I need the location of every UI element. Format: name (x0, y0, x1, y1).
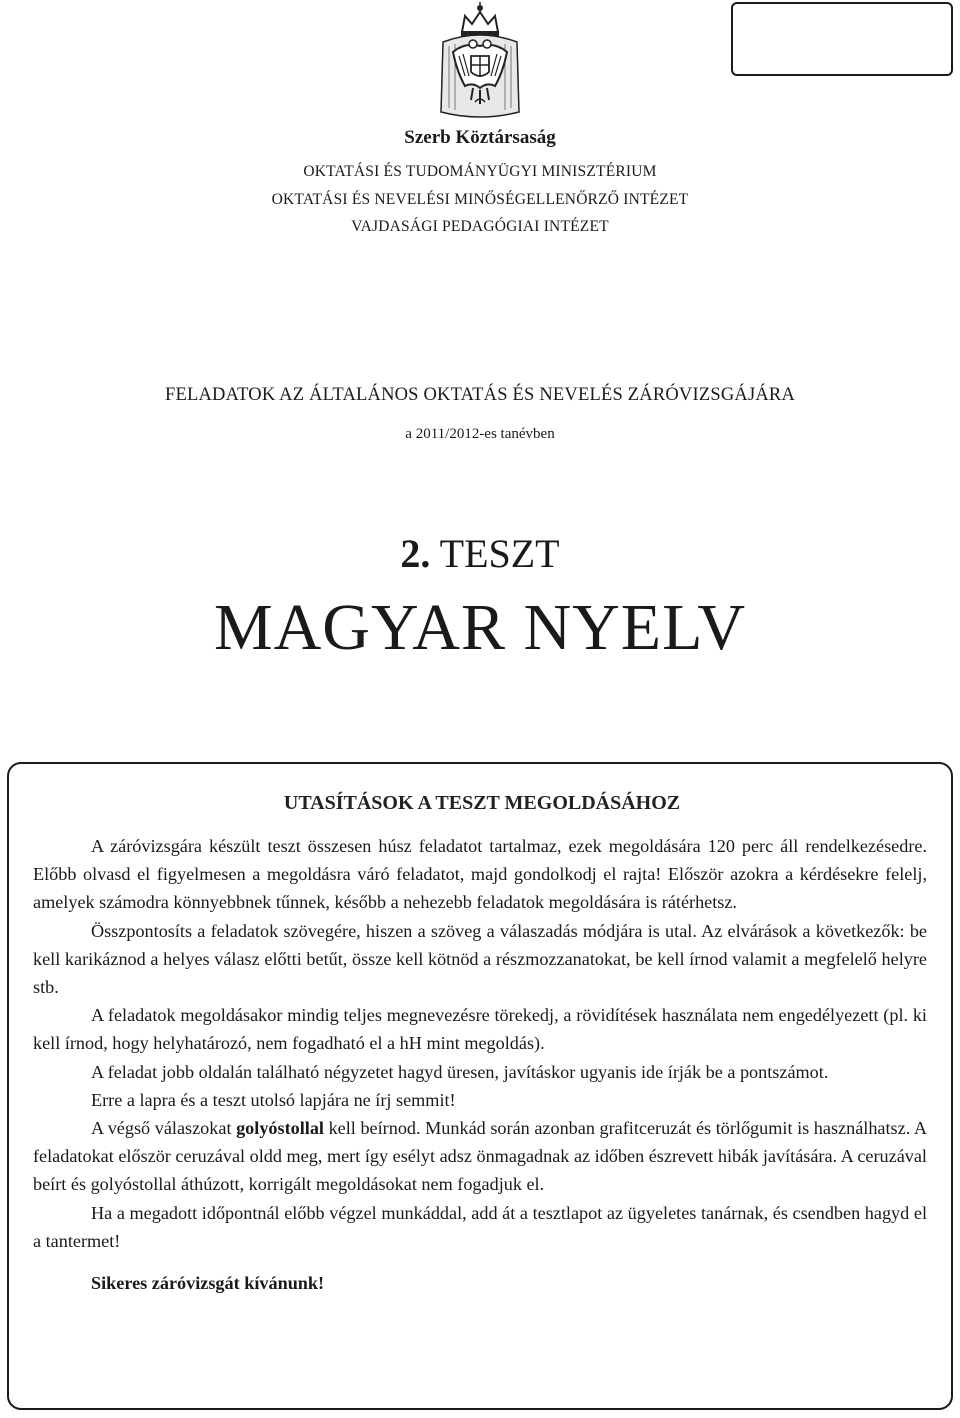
pedagogical-institute-name: VAJDASÁGI PEDAGÓGIAI INTÉZET (351, 218, 609, 235)
instruction-paragraph: A záróvizsgára készült teszt összesen húsz feladatot tartalmaz, ezek megoldására 120 perc áll rendelkezésedre. Előbb olvasd el figyelmesen a megoldásra váró feladatot, majd gondolkodj el rajta! Először azokra a kérdésekre felelj, amelyek számodra könnyebbnek tűnnek, később a nehezebb feladatok megoldására is rátérhetsz. (33, 836, 927, 913)
instruction-text: A végső válaszokat (91, 1118, 237, 1139)
institute-name: OKTATÁSI ÉS NEVELÉSI MINŐSÉGELLENŐRZŐ INTÉZET (271, 191, 689, 208)
closing-text: Sikeres záróvizsgát kívánunk! (91, 1273, 325, 1294)
instruction-paragraph: A feladatok megoldásakor mindig teljes megnevezésre törekedj, a rövidítések használata nem engedélyezett (pl. ki kell írnod, hogy helyhatározó, nem fogadható el a hH mint megoldás). (33, 1005, 927, 1054)
instruction-paragraph (33, 1114, 927, 1199)
instructions-box (7, 762, 953, 1410)
test-label (0, 530, 960, 577)
school-year: a 2011/2012-es tanévben (405, 426, 555, 442)
subject-title: MAGYAR NYELV (213, 591, 747, 664)
test-number: 2. (400, 531, 431, 576)
test-word: TESZT (430, 531, 560, 576)
instructions-title: UTASÍTÁSOK A TESZT MEGOLDÁSÁHOZ (283, 792, 681, 814)
instruction-paragraph: Erre a lapra és a teszt utolsó lapjára ne írj semmit! (91, 1089, 456, 1110)
code-box (731, 2, 953, 76)
instruction-paragraph: A feladat jobb oldalán található négyzetet hagyd üresen, javításkor ugyanis ide írják be a pontszámot. (91, 1061, 829, 1082)
closing-line (33, 1269, 927, 1297)
document-heading: FELADATOK AZ ÁLTALÁNOS OKTATÁS ÉS NEVELÉS ZÁRÓVIZSGÁJÁRA (164, 385, 796, 405)
instruction-paragraph: Összpontosíts a feladatok szövegére, hiszen a szöveg a válaszadás módjára is utal. Az elvárások a következők: be kell karikáznod a helyes válasz előtti betűt, össze kell kötnöd a részmozzanatokat, be kell írnod valamit a megfelelő helyre stb. (33, 920, 927, 998)
country-name: Szerb Köztársaság (404, 127, 556, 148)
instructions-body (33, 832, 927, 1297)
coat-of-arms-emblem (435, 2, 525, 120)
ministry-name: OKTATÁSI ÉS TUDOMÁNYÜGYI MINISZTÉRIUM (303, 163, 657, 180)
instruction-text: kell beírnod. Munkád során azonban grafitceruzát és törlőgumit is használhatsz. A feladatokat először ceruzával oldd meg, mert így esélyt adsz önmagadnak az időben észrevett hibák javítására. A ceruzával beírt és golyóstollal áthúzott, korrigált megoldásokat nem fogadjuk el. (33, 1118, 927, 1195)
instruction-paragraph: Ha a megadott időpontnál előbb végzel munkáddal, add át a tesztlapot az ügyeletes tanárnak, és csendben hagyd el a tantermet! (33, 1202, 927, 1251)
instruction-emphasis: golyóstollal (236, 1118, 324, 1139)
